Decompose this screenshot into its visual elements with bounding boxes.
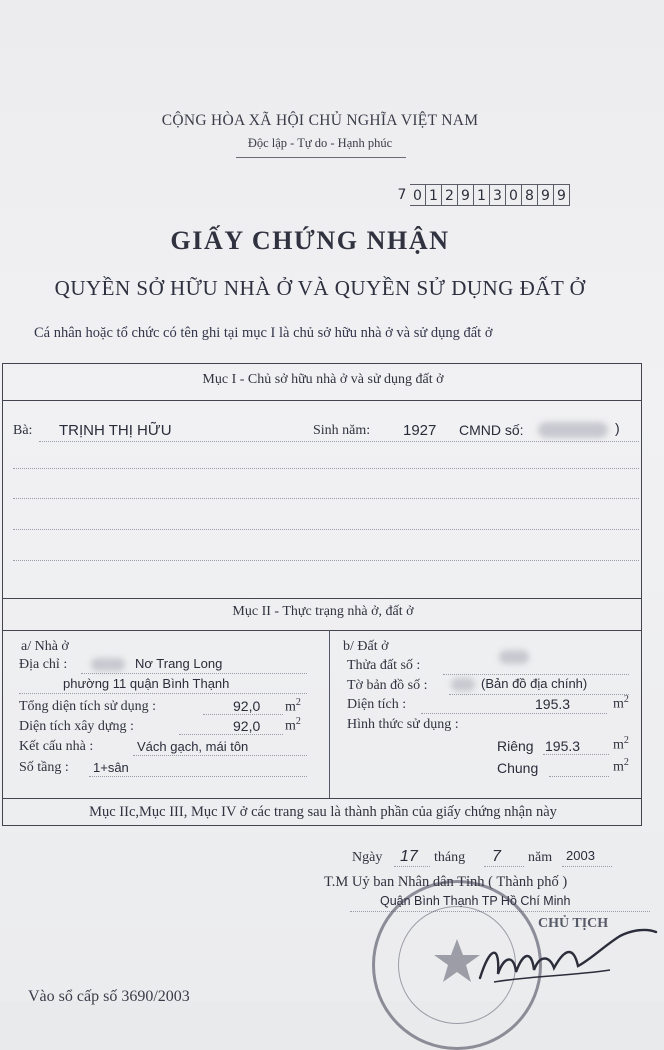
land-heading: b/ Đất ở [343, 639, 389, 654]
dotted-line [549, 776, 609, 777]
serial-digit: 9 [458, 184, 474, 206]
dotted-line [394, 866, 430, 867]
unit-m: m [285, 718, 296, 734]
serial-digit: 1 [426, 184, 442, 206]
unit-exponent: 2 [295, 716, 301, 727]
built-area-value: 92,0 [233, 718, 261, 734]
serial-digit: 9 [554, 184, 570, 206]
total-area-value: 92,0 [233, 698, 261, 714]
serial-digit: 2 [442, 184, 458, 206]
date-year: 2003 [566, 848, 595, 863]
divider [3, 400, 641, 401]
id-close: ) [615, 420, 620, 436]
dotted-line [13, 498, 639, 499]
usage-label: Hình thức sử dụng : [347, 717, 459, 732]
document-title: GIẤY CHỨNG NHẬN [170, 226, 450, 255]
redacted-parcel [499, 650, 529, 664]
private-value: 195.3 [545, 738, 581, 754]
land-area-value: 195.3 [535, 696, 571, 712]
dotted-line [543, 754, 609, 755]
dotted-line [562, 866, 612, 867]
dotted-line [19, 693, 307, 694]
divider [3, 798, 641, 799]
dotted-line [443, 674, 629, 675]
unit-m2 [613, 694, 629, 713]
map-label: Tờ bản đồ số : [347, 678, 428, 693]
registry-note: Vào sổ cấp số 3690/2003 [28, 988, 190, 1005]
dotted-line [484, 866, 524, 867]
dotted-line [39, 441, 639, 442]
land-area-label: Diện tích : [347, 697, 407, 712]
authority-line1: T.M Uỷ ban Nhân dân Tỉnh ( Thành phố ) [324, 874, 568, 890]
id-label: CMND số: [459, 422, 524, 438]
unit-exponent: 2 [623, 694, 629, 705]
signature [470, 926, 660, 996]
structure-value: Vách gạch, mái tôn [137, 739, 249, 754]
year-label: năm [528, 850, 553, 865]
redacted-house-number [91, 658, 125, 671]
unit-exponent: 2 [295, 697, 301, 708]
dotted-line [13, 560, 639, 561]
built-area-label: Diện tích xây dựng : [19, 719, 134, 734]
unit-m2 [613, 735, 629, 754]
serial-prefix: 7 [397, 187, 407, 203]
national-motto: Độc lập - Tự do - Hạnh phúc [247, 136, 393, 150]
serial-digit: 0 [506, 184, 522, 206]
address-ward: phường 11 quận Bình Thạnh [63, 676, 230, 691]
redacted-id [538, 422, 608, 438]
certificate-table [2, 363, 642, 826]
shared-label: Chung [497, 760, 539, 776]
divider [3, 598, 641, 599]
national-title: CỘNG HÒA XÃ HỘI CHỦ NGHĨA VIỆT NAM [161, 112, 479, 129]
signer-role: CHỦ TỊCH [538, 916, 609, 931]
date-month: 7 [492, 848, 501, 865]
unit-exponent: 2 [623, 757, 629, 768]
dotted-line [179, 734, 283, 735]
house-heading: a/ Nhà ở [21, 639, 69, 654]
document-intro: Cá nhân hoặc tổ chức có tên ghi tại mục I là chủ sở hữu nhà ở và sử dụng đất ở [34, 325, 493, 341]
dotted-line [81, 673, 307, 674]
column-divider [329, 630, 330, 798]
unit-m2 [285, 716, 301, 735]
birth-year: 1927 [403, 422, 437, 439]
dotted-line [89, 776, 307, 777]
dotted-line [449, 694, 629, 695]
unit-m2 [613, 757, 629, 776]
unit-m: m [285, 699, 296, 715]
month-label: tháng [434, 850, 466, 865]
serial-number [394, 184, 570, 206]
parcel-label: Thửa đất số : [347, 658, 421, 673]
private-label: Riêng [497, 738, 534, 754]
dotted-line [133, 755, 307, 756]
motto-underline [236, 157, 406, 158]
unit-m: m [613, 737, 624, 753]
dotted-line [13, 468, 639, 469]
floors-label: Số tầng : [19, 760, 69, 775]
address-label: Địa chỉ : [19, 657, 68, 672]
redacted-map-number [451, 678, 475, 691]
unit-m: m [613, 696, 624, 712]
dotted-line [203, 714, 283, 715]
unit-m2 [285, 697, 301, 716]
serial-digit: 8 [522, 184, 538, 206]
table-footer-note: Mục IIc,Mục III, Mục IV ở các trang sau là thành phần của giấy chứng nhận này [89, 804, 557, 820]
owner-name: TRỊNH THỊ HỮU [59, 422, 172, 439]
section2-heading: Mục II - Thực trạng nhà ở, đất ở [232, 604, 414, 619]
date-day: 17 [400, 848, 418, 865]
address-street: Nơ Trang Long [135, 656, 223, 671]
serial-digit: 3 [490, 184, 506, 206]
structure-label: Kết cấu nhà : [19, 739, 94, 754]
date-prefix: Ngày [352, 850, 383, 865]
divider [3, 630, 641, 631]
map-note: (Bản đồ địa chính) [481, 676, 588, 691]
floors-value: 1+sân [93, 760, 129, 775]
unit-m: m [613, 759, 624, 775]
unit-exponent: 2 [623, 735, 629, 746]
serial-digit: 0 [410, 184, 426, 206]
serial-digit: 1 [474, 184, 490, 206]
section1-heading: Mục I - Chủ sở hữu nhà ở và sử dụng đất ở [202, 372, 444, 387]
total-area-label: Tổng diện tích sử dụng : [19, 699, 157, 714]
birth-label: Sinh năm: [313, 423, 371, 438]
serial-digit: 9 [538, 184, 554, 206]
authority-line2: Quận Bình Thạnh TP Hồ Chí Minh [380, 894, 571, 908]
owner-label: Bà: [13, 423, 33, 438]
document-subtitle: QUYỀN SỞ HỮU NHÀ Ở VÀ QUYỀN SỬ DỤNG ĐẤT Ở [54, 276, 586, 300]
dotted-line [421, 713, 607, 714]
dotted-line [13, 529, 639, 530]
